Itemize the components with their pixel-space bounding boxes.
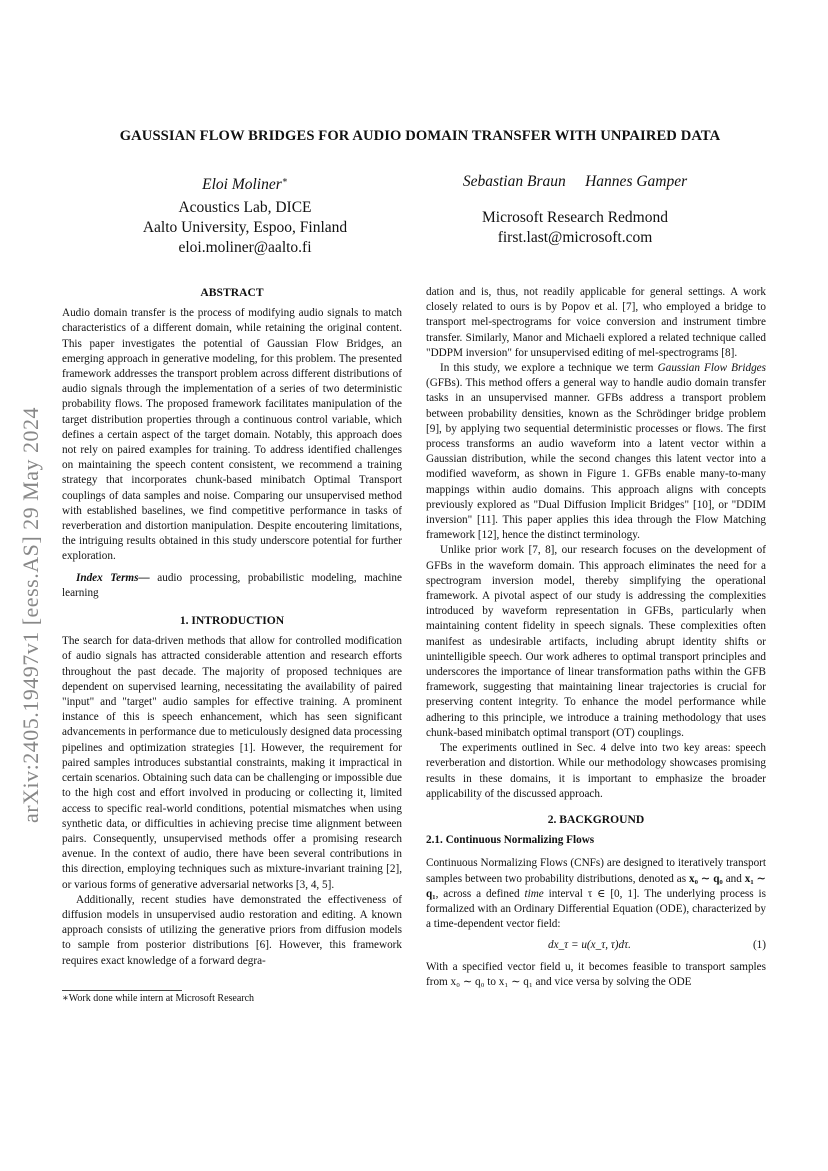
- intro-paragraph-1: The search for data-driven methods that allow for controlled modification of audio signals has attracted considerable attention and research efforts throughout the past decade. The majority of proposed techniques are dependent on supervised learning, necessitating the availability of paired "input" and "target" audio samples for effective training. A prominent instance of this is speech enhancement, which has seen significant advancements in performance due to meticulously designed data processing pipelines and optimization strategies [1]. However, the requirement for paired samples introduces substantial constraints, making it impractical in certain scenarios. Obtaining such data can be challenging or impossible due to the high cost and effort involved in producing or collecting it, limited access to specific real-world conditions, potential mismatches when using synthetic data, or difficulties in achieving precise time alignment between pairs. Consequently, unsupervised methods offer a promising research avenue. In the context of audio, there have been several contributions in this direction, employing techniques such as mixture-invariant training [2], or various forms of generative adversarial networks [3, 4, 5].: [62, 635, 402, 891]
- author-block-right: [430, 172, 720, 248]
- section-heading-background: 2. BACKGROUND: [547, 812, 645, 826]
- abstract-heading: ABSTRACT: [200, 286, 264, 299]
- equation-number: (1): [752, 939, 766, 952]
- author-email: first.last@microsoft.com: [497, 229, 653, 246]
- affiliation-line-1: Acoustics Lab, DICE: [178, 199, 312, 217]
- footnote: ∗Work done while intern at Microsoft Research: [62, 993, 255, 1004]
- paragraph-waveform: Unlike prior work [7, 8], our research focuses on the development of GFBs in the waveform domain. This approach eliminates the need for a spectrogram inversion model, thereby simplifying the operational framework. A pivotal aspect of our study is addressing the complexities introduced by waveform representation in GFBs, particularly when maintaining content fidelity in speech signals. These complexities often manifest as undesirable artifacts, including abrupt identity shifts or unintelligible speech. Our work adheres to optimal transport principles and underscores the importance of linear transformation paths within the GFB framework, suggesting that maintaining linear trajectories is crucial for preserving content integrity. To enhance the model performance while adhering to this principle, we introduce a training methodology that uses chunk-based minibatch optimal transport (OT) couplings.: [426, 544, 766, 739]
- left-column: [62, 285, 402, 969]
- equation-1: [426, 938, 766, 953]
- paper-title: GAUSSIAN FLOW BRIDGES FOR AUDIO DOMAIN TRANSFER WITH UNPAIRED DATA: [119, 128, 721, 144]
- subsection-heading: 2.1. Continuous Normalizing Flows: [426, 834, 595, 847]
- index-terms: Index Terms— audio processing, probabilistic modeling, machine learning: [62, 571, 402, 599]
- footnote-rule: [62, 990, 182, 991]
- author-names: Sebastian Braun Hannes Gamper: [462, 173, 688, 190]
- author-block-left: [135, 170, 355, 258]
- section-heading-introduction: 1. INTRODUCTION: [179, 614, 285, 628]
- affiliation-line: Microsoft Research Redmond: [482, 209, 668, 226]
- author-name: Eloi Moliner∗: [202, 175, 288, 194]
- affiliation-line-2: Aalto University, Espoo, Finland: [142, 219, 348, 237]
- abstract-body: Audio domain transfer is the process of modifying audio signals to match characteristics of a different domain, while retaining the original content. This paper investigates the potential of Gaussian Flow Bridges, an emerging approach in generative modeling, for this problem. The presented framework addresses the transport problem across different distributions of audio signals through the implementation of a series of two deterministic probability flows. The proposed framework facilitates manipulation of the target distribution properties through a continuous control variable, which defines a certain aspect of the target domain. Notably, this approach does not rely on paired examples for training. To address identified challenges on maintaining the speech content consistent, we recommend a training strategy that incorporates chunk-based minibatch Optimal Transport couplings of data samples and noise. Comparing our unsupervised method with established baselines, we find competitive performance in tasks of reverberation and distortion manipulation. Despite encoutering limitations, the intriguing results obtained in this study underscore potential for further exploration.: [62, 307, 402, 563]
- paragraph-gfb: In this study, we explore a technique we term Gaussian Flow Bridges (GFBs). This method offers a general way to handle audio domain transfer tasks in an unsupervised manner. GFBs address a transport problem between probability densities, known as the Schrödinger bridge problem [9], by applying two sequential deterministic processes or flows. The first process transforms an audio waveform into a latent vector within a Gaussian distribution, while the second changes this latent vector into a modified waveform, as shown in Figure 1. GFBs enable many-to-many mappings within audio domains. This approach aligns with concepts previously explored as "Dual Diffusion Implicit Bridges" [10], or "DDIM inversion" [11]. This paper applies this idea through the Flow Matching framework [12], hence the distinct terminology.: [426, 362, 766, 542]
- arxiv-identifier: arXiv:2405.19497v1 [eess.AS] 29 May 2024: [18, 407, 43, 823]
- equation-expression: dx_τ = u(x_τ, τ)dτ.: [548, 939, 631, 952]
- intro-paragraph-2: Additionally, recent studies have demonstrated the effectiveness of diffusion models in unsupervised audio restoration and editing. A known approach consists of utilizing the generative priors from diffusion models to sample from posterior distributions [6]. However, this framework requires exact knowledge of a forward degra-: [62, 893, 402, 967]
- paragraph-experiments: The experiments outlined in Sec. 4 delve into two key areas: speech reverberation and distortion. While our methodology showcases promising results in these domains, it is important to emphasize the broader applicability of the discussed approach.: [426, 742, 766, 800]
- author-email: eloi.moliner@aalto.fi: [178, 239, 312, 257]
- paragraph-continued: dation and is, thus, not readily applicable for general settings. A work closely related to ours is by Popov et al. [7], who employed a bridge to transport mel-spectrograms for voice conversion and instrument timbre transfer. Similarly, Manor and Michaeli explored a related technique called "DDPM inversion" for unsupervised editing of mel-spectrograms [8].: [426, 286, 766, 359]
- paragraph-vector-field: With a specified vector field u, it becomes feasible to transport samples from x₀ ∼ q₀ to x₁ ∼ q₁ and vice versa by solving the ODE: [426, 960, 766, 988]
- paragraph-cnf: Continuous Normalizing Flows (CNFs) are designed to iteratively transport samples between two probability distributions, denoted as x₀ ∼ q₀ and x₁ ∼ q₁, across a defined time interval τ ∈ [0, 1]. The underlying process is formalized with an Ordinary Differential Equation (ODE), characterized by a time-dependent vector field:: [426, 857, 766, 931]
- right-column: [426, 285, 766, 990]
- arxiv-sidebar-stamp: [10, 348, 52, 882]
